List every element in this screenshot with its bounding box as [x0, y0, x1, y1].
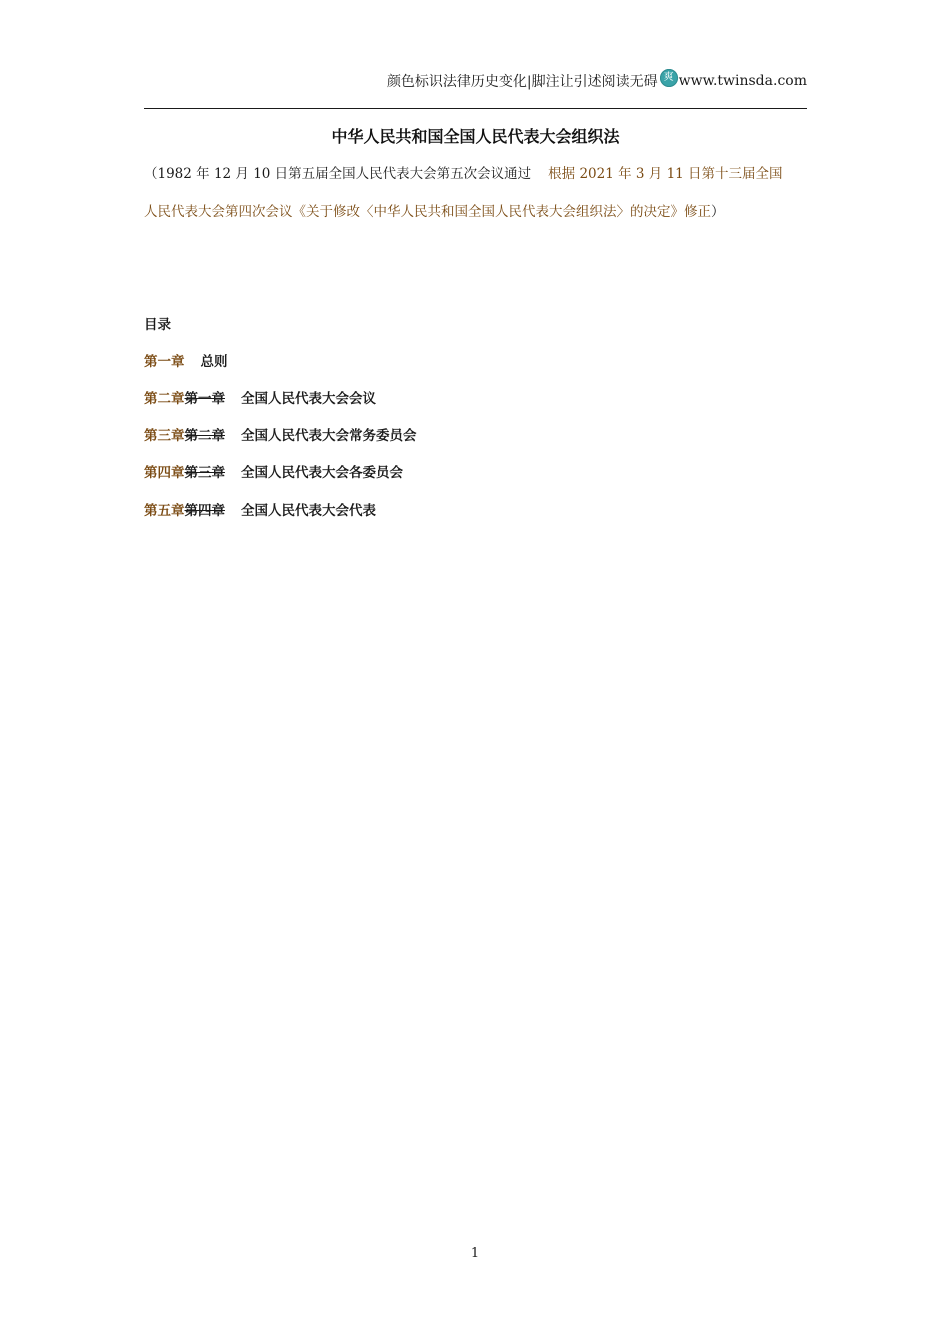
closing-paren: ） — [711, 204, 725, 220]
header-url[interactable]: www.twinsda.com — [678, 73, 807, 89]
toc-chapter-name: 总则 — [200, 354, 228, 370]
subtitle-line-1 — [144, 162, 814, 182]
toc-new-chapter-label: 第一章 — [144, 354, 185, 370]
toc-old-chapter-label: 第四章 — [184, 503, 225, 519]
amendment-note-part1: 根据 2021 年 3 月 11 日第十三届全国 — [548, 166, 783, 182]
toc-new-chapter-label: 第二章 — [144, 391, 185, 407]
page-header — [387, 66, 807, 96]
toc-heading: 目录 — [144, 317, 171, 333]
toc-new-chapter-label: 第四章 — [144, 465, 185, 481]
toc-chapter-name: 全国人民代表大会会议 — [241, 391, 376, 407]
subtitle-line-2 — [144, 200, 814, 220]
toc-chapter-name: 全国人民代表大会代表 — [241, 503, 376, 519]
toc-item-chapter-5[interactable] — [144, 499, 376, 519]
toc-item-chapter-1[interactable] — [144, 350, 228, 370]
toc-new-chapter-label: 第三章 — [144, 428, 185, 444]
page-number: 1 — [470, 1246, 480, 1261]
toc-item-chapter-2[interactable] — [144, 387, 376, 407]
toc-new-chapter-label: 第五章 — [144, 503, 185, 519]
toc-chapter-name: 全国人民代表大会各委员会 — [241, 465, 403, 481]
toc-chapter-name: 全国人民代表大会常务委员会 — [241, 428, 417, 444]
toc-item-chapter-3[interactable] — [144, 424, 417, 444]
amendment-note-part2: 人民代表大会第四次会议《关于修改〈中华人民共和国全国人民代表大会组织法〉的决定》修正 — [144, 204, 711, 220]
toc-old-chapter-label: 第二章 — [184, 428, 225, 444]
document-title: 中华人民共和国全国人民代表大会组织法 — [331, 127, 620, 146]
toc-old-chapter-label: 第三章 — [184, 465, 225, 481]
header-tagline: 颜色标识法律历史变化|脚注让引述阅读无碍 — [386, 74, 658, 90]
adoption-note: （1982 年 12 月 10 日第五届全国人民代表大会第五次会议通过 — [144, 166, 532, 182]
header-divider — [144, 108, 807, 109]
toc-old-chapter-label: 第一章 — [184, 391, 225, 407]
toc-item-chapter-4[interactable] — [144, 461, 403, 481]
twinsda-logo-icon: 爽 — [660, 69, 678, 87]
